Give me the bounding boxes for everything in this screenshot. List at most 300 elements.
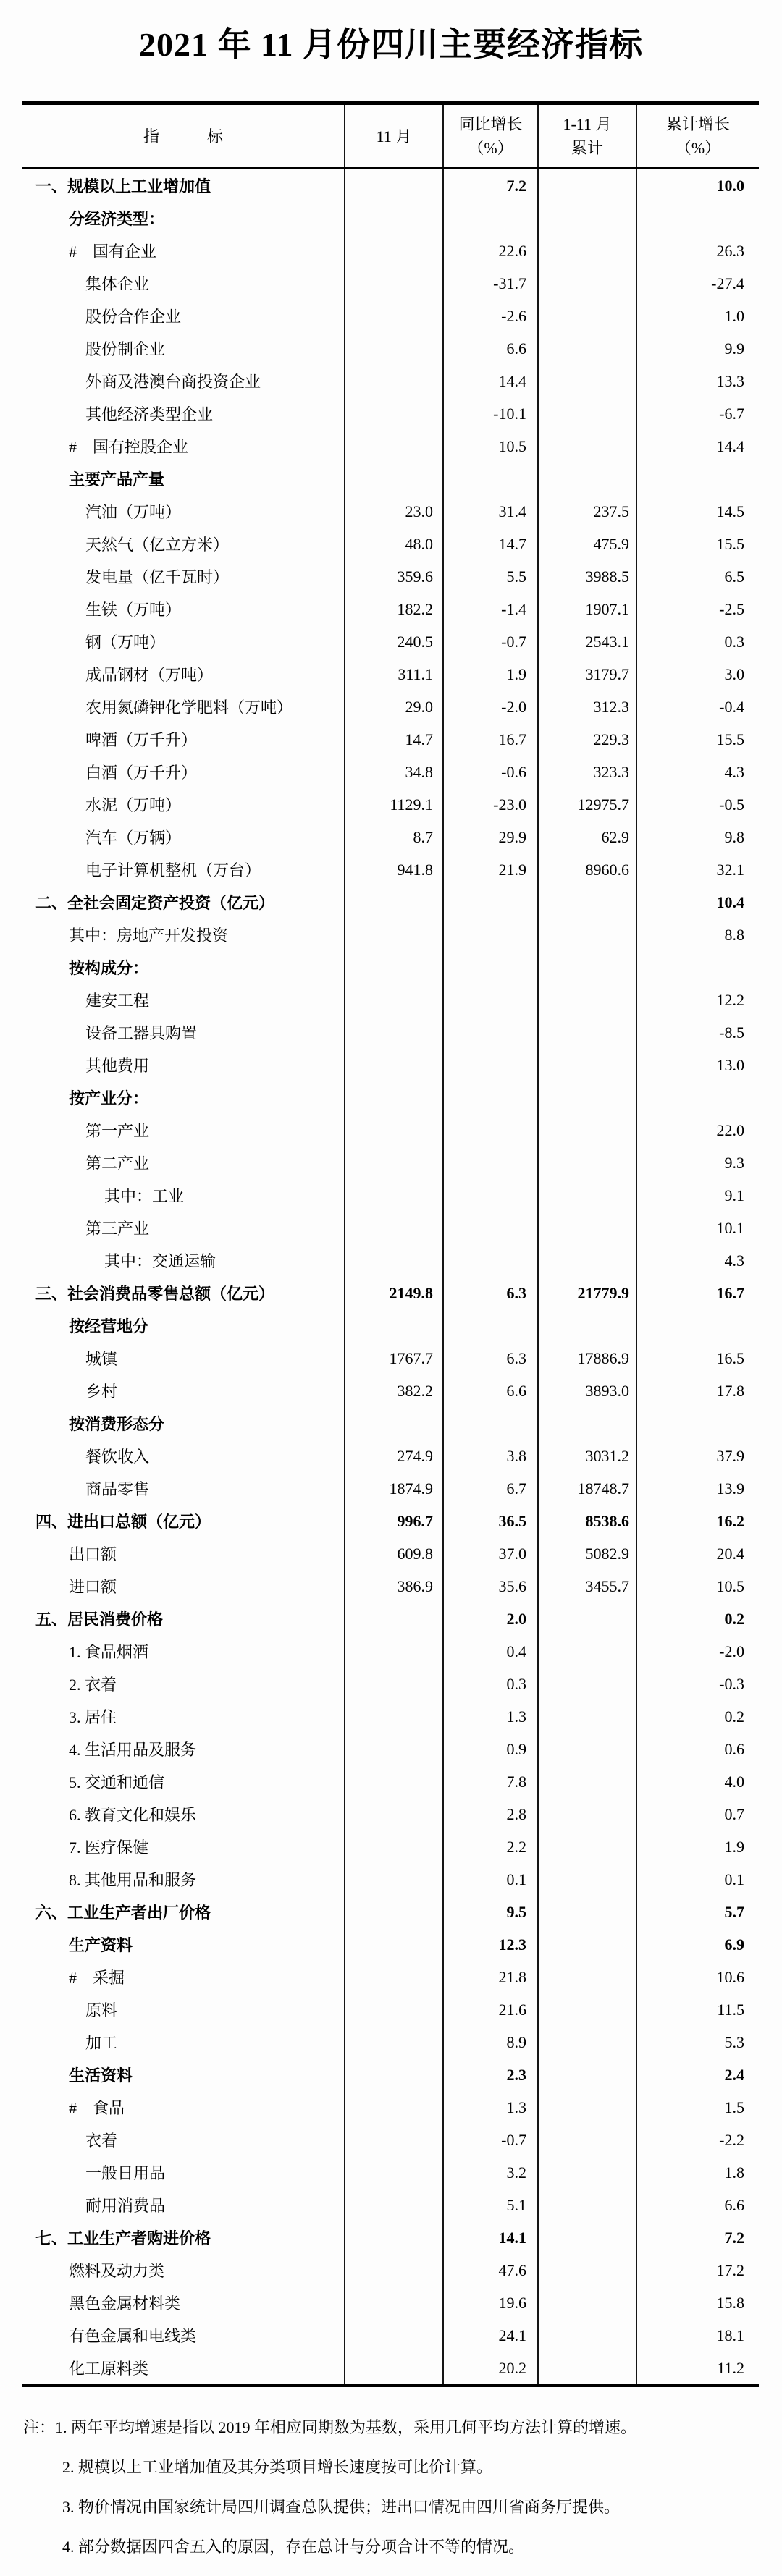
value-cell: 3.2 [443, 2156, 538, 2189]
value-cell [538, 1212, 636, 1244]
indicator-label: 乡村 [85, 1382, 118, 1401]
value-cell: 237.5 [538, 495, 636, 528]
value-cell: 26.3 [636, 235, 759, 267]
table-row [22, 951, 759, 984]
value-cell: 9.1 [636, 1179, 759, 1212]
value-cell [443, 1081, 538, 1114]
value-cell: 0.2 [636, 1602, 759, 1635]
table-row [22, 2091, 759, 2124]
column-header-november [345, 104, 443, 169]
value-cell: 382.2 [345, 1374, 443, 1407]
table-row [22, 1472, 759, 1505]
value-cell: 22.6 [443, 235, 538, 267]
indicator-label: 加工 [85, 2034, 118, 2052]
value-cell [538, 2286, 636, 2319]
value-cell [345, 332, 443, 365]
table-row [22, 1146, 759, 1179]
indicator-label: 7. 医疗保健 [69, 1838, 149, 1857]
value-cell: 4.0 [636, 1765, 759, 1798]
table-row [22, 1440, 759, 1472]
value-cell: 1.9 [443, 658, 538, 691]
table-row [22, 2026, 759, 2058]
indicator-label: 五、居民消费价格 [35, 1610, 164, 1629]
value-cell [345, 1961, 443, 1993]
value-cell: 6.6 [443, 1374, 538, 1407]
value-cell: 5.1 [443, 2189, 538, 2221]
value-cell: 1.3 [443, 1700, 538, 1733]
value-cell: -23.0 [443, 788, 538, 821]
indicator-label: 其他费用 [85, 1057, 150, 1075]
value-cell [443, 1309, 538, 1342]
footnote-line: 2. 规模以上工业增加值及其分类项目增长速度按可比价计算。 [62, 2458, 493, 2476]
value-cell: 13.9 [636, 1472, 759, 1505]
column-header-line: （%） [675, 139, 721, 157]
value-cell [538, 919, 636, 951]
table-row [22, 984, 759, 1016]
footnotes [23, 2407, 782, 2567]
value-cell [538, 1733, 636, 1765]
value-cell [443, 1049, 538, 1081]
value-cell [443, 1016, 538, 1049]
indicator-label: 进口额 [69, 1578, 117, 1596]
value-cell: 1129.1 [345, 788, 443, 821]
value-cell [345, 2058, 443, 2091]
value-cell: 9.8 [636, 821, 759, 853]
table-row [22, 2352, 759, 2386]
value-cell [345, 2091, 443, 2124]
indicator-label: 四、进出口总额（亿元） [35, 1513, 211, 1531]
table-row [22, 1179, 759, 1212]
value-cell: 3.0 [636, 658, 759, 691]
value-cell [345, 919, 443, 951]
indicator-label: 3. 居住 [69, 1708, 117, 1726]
value-cell: 19.6 [443, 2286, 538, 2319]
table-body [22, 169, 759, 2386]
indicator-label: # 国有控股企业 [69, 438, 189, 456]
value-cell: 5.3 [636, 2026, 759, 2058]
indicator-label: 第二产业 [85, 1154, 150, 1173]
value-cell: 47.6 [443, 2254, 538, 2286]
value-cell: 8.8 [636, 919, 759, 951]
value-cell: 229.3 [538, 723, 636, 756]
value-cell [443, 1212, 538, 1244]
value-cell [538, 2254, 636, 2286]
footnote-text: 1. 两年平均增速是指以 2019 年相应同期数为基数，采用几何平均方法计算的增速。 [55, 2418, 637, 2436]
value-cell: 9.3 [636, 1146, 759, 1179]
value-cell: 3.8 [443, 1440, 538, 1472]
value-cell: 6.3 [443, 1277, 538, 1309]
value-cell [538, 1602, 636, 1635]
table-row [22, 2124, 759, 2156]
value-cell: 240.5 [345, 625, 443, 658]
value-cell: 21.6 [443, 1993, 538, 2026]
table-row [22, 1993, 759, 2026]
value-cell [345, 1863, 443, 1896]
value-cell: -0.4 [636, 691, 759, 723]
value-cell [538, 1407, 636, 1440]
value-cell: 996.7 [345, 1505, 443, 1537]
value-cell [345, 1244, 443, 1277]
value-cell [538, 1700, 636, 1733]
value-cell: 13.0 [636, 1049, 759, 1081]
indicator-label: 商品零售 [85, 1480, 150, 1498]
indicator-label: 外商及港澳台商投资企业 [85, 373, 261, 391]
value-cell [443, 463, 538, 495]
table-row [22, 886, 759, 919]
indicator-label: 分经济类型： [69, 210, 165, 228]
value-cell [443, 202, 538, 235]
value-cell [443, 951, 538, 984]
indicator-label: 6. 教育文化和娱乐 [69, 1806, 197, 1824]
indicator-label: 天然气（亿立方米） [85, 536, 230, 554]
table-row [22, 300, 759, 332]
page-title: 2021 年 11 月份四川主要经济指标 [139, 26, 643, 63]
table-row [22, 821, 759, 853]
value-cell: 17.2 [636, 2254, 759, 2286]
value-cell: 7.2 [636, 2221, 759, 2254]
value-cell [538, 2352, 636, 2386]
indicator-label: 白酒（万千升） [85, 764, 198, 782]
value-cell: 8.7 [345, 821, 443, 853]
value-cell: 359.6 [345, 560, 443, 593]
value-cell: 9.9 [636, 332, 759, 365]
value-cell: 3988.5 [538, 560, 636, 593]
indicator-label: 出口额 [69, 1545, 117, 1563]
table-row [22, 1244, 759, 1277]
table-row [22, 1537, 759, 1570]
value-cell [345, 2286, 443, 2319]
column-header-cumulative [538, 104, 636, 169]
column-header-indicator [22, 104, 345, 169]
value-cell: 10.6 [636, 1961, 759, 1993]
value-cell [443, 1146, 538, 1179]
value-cell [345, 1146, 443, 1179]
indicator-label: 成品钢材（万吨） [85, 666, 214, 684]
value-cell [345, 1993, 443, 2026]
table-row [22, 1505, 759, 1537]
value-cell: 0.1 [636, 1863, 759, 1896]
indicator-label: 其中：房地产开发投资 [69, 926, 229, 945]
table-row [22, 365, 759, 397]
value-cell [345, 1765, 443, 1798]
value-cell: 12.3 [443, 1928, 538, 1961]
value-cell [443, 886, 538, 919]
value-cell: 4.3 [636, 756, 759, 788]
table-row [22, 1896, 759, 1928]
table-row [22, 495, 759, 528]
value-cell [443, 1114, 538, 1146]
value-cell: 14.1 [443, 2221, 538, 2254]
value-cell [538, 1244, 636, 1277]
value-cell: -0.6 [443, 756, 538, 788]
value-cell: 6.6 [443, 332, 538, 365]
indicator-label: 其他经济类型企业 [85, 405, 214, 423]
value-cell: 8960.6 [538, 853, 636, 886]
table-row [22, 625, 759, 658]
indicator-label: 七、工业生产者购进价格 [35, 2229, 211, 2247]
value-cell: 20.2 [443, 2352, 538, 2386]
value-cell [538, 202, 636, 235]
value-cell: 274.9 [345, 1440, 443, 1472]
indicator-label: 生活资料 [69, 2066, 133, 2085]
value-cell: 18748.7 [538, 1472, 636, 1505]
indicator-label: 第三产业 [85, 1220, 150, 1238]
value-cell [345, 169, 443, 203]
table-row [22, 756, 759, 788]
indicator-label: 主要产品产量 [69, 470, 165, 489]
value-cell [345, 1668, 443, 1700]
table-row [22, 853, 759, 886]
table-row [22, 1114, 759, 1146]
indicator-label: 三、社会消费品零售总额（亿元） [35, 1285, 275, 1303]
value-cell [345, 300, 443, 332]
value-cell: 10.5 [636, 1570, 759, 1602]
table-row [22, 1635, 759, 1668]
value-cell: 2.4 [636, 2058, 759, 2091]
value-cell: 12975.7 [538, 788, 636, 821]
value-cell: -0.7 [443, 2124, 538, 2156]
table-row [22, 2058, 759, 2091]
value-cell [345, 2352, 443, 2386]
table-row [22, 1277, 759, 1309]
table-row [22, 1309, 759, 1342]
value-cell: 16.2 [636, 1505, 759, 1537]
table-row [22, 2254, 759, 2286]
value-cell: 5.5 [443, 560, 538, 593]
value-cell [538, 1961, 636, 1993]
value-cell: 15.8 [636, 2286, 759, 2319]
value-cell [345, 1896, 443, 1928]
value-cell [538, 951, 636, 984]
value-cell: 13.3 [636, 365, 759, 397]
column-header-line: 1-11 月 [563, 115, 612, 133]
value-cell: 10.4 [636, 886, 759, 919]
value-cell: 2543.1 [538, 625, 636, 658]
table-row [22, 1961, 759, 1993]
value-cell: -2.0 [636, 1635, 759, 1668]
value-cell [538, 1081, 636, 1114]
value-cell [538, 1765, 636, 1798]
table-row [22, 1407, 759, 1440]
value-cell: 3031.2 [538, 1440, 636, 1472]
indicator-label: 一、规模以上工业增加值 [35, 177, 211, 195]
value-cell [345, 2319, 443, 2352]
indicator-label: 第一产业 [85, 1122, 150, 1140]
indicator-label: 化工原料类 [69, 2360, 149, 2378]
indicator-label: 设备工器具购置 [85, 1024, 198, 1042]
value-cell [538, 1635, 636, 1668]
indicator-label: 汽车（万辆） [85, 829, 182, 847]
value-cell: 17.8 [636, 1374, 759, 1407]
value-cell [538, 169, 636, 203]
value-cell: 3179.7 [538, 658, 636, 691]
value-cell [345, 1309, 443, 1342]
indicator-label: 2. 衣着 [69, 1676, 117, 1694]
table-row [22, 788, 759, 821]
value-cell [538, 1993, 636, 2026]
value-cell [345, 267, 443, 300]
value-cell [538, 1179, 636, 1212]
value-cell: 0.7 [636, 1798, 759, 1830]
table-row [22, 1081, 759, 1114]
value-cell [345, 1179, 443, 1212]
value-cell [538, 1114, 636, 1146]
table-row [22, 332, 759, 365]
indicator-label: 二、全社会固定资产投资（亿元） [35, 894, 275, 912]
value-cell: -1.4 [443, 593, 538, 625]
indicator-label: 生铁（万吨） [85, 601, 182, 619]
value-cell: -0.5 [636, 788, 759, 821]
table-row [22, 1212, 759, 1244]
value-cell [538, 2156, 636, 2189]
value-cell [636, 951, 759, 984]
indicator-label: 集体企业 [85, 275, 150, 293]
table-row [22, 2319, 759, 2352]
indicator-label: 8. 其他用品和服务 [69, 1871, 197, 1889]
value-cell: 37.9 [636, 1440, 759, 1472]
table-row [22, 1830, 759, 1863]
value-cell: 14.5 [636, 495, 759, 528]
table-row [22, 1049, 759, 1081]
value-cell: 15.5 [636, 723, 759, 756]
value-cell: -2.0 [443, 691, 538, 723]
value-cell: 14.7 [345, 723, 443, 756]
table-row [22, 1602, 759, 1635]
table-row [22, 691, 759, 723]
value-cell [345, 2189, 443, 2221]
value-cell: -10.1 [443, 397, 538, 430]
value-cell: -8.5 [636, 1016, 759, 1049]
indicator-label: 衣着 [85, 2132, 118, 2150]
value-cell [538, 365, 636, 397]
value-cell [538, 267, 636, 300]
table-row [22, 1765, 759, 1798]
indicator-label: 六、工业生产者出厂价格 [35, 1904, 211, 1922]
table-row [22, 2286, 759, 2319]
value-cell: 0.1 [443, 1863, 538, 1896]
value-cell: -2.2 [636, 2124, 759, 2156]
value-cell: 10.5 [443, 430, 538, 463]
value-cell: 8.9 [443, 2026, 538, 2058]
value-cell: 0.2 [636, 1700, 759, 1733]
value-cell [345, 1212, 443, 1244]
value-cell [345, 235, 443, 267]
value-cell [636, 1407, 759, 1440]
value-cell: 9.5 [443, 1896, 538, 1928]
value-cell: 37.0 [443, 1537, 538, 1570]
value-cell [538, 2058, 636, 2091]
value-cell: 7.2 [443, 169, 538, 203]
column-header-line: 指 标 [143, 127, 223, 145]
value-cell: 1.3 [443, 2091, 538, 2124]
value-cell [345, 984, 443, 1016]
table-row [22, 267, 759, 300]
table-row [22, 1863, 759, 1896]
column-header-cumulative-growth [636, 104, 759, 169]
value-cell [345, 1700, 443, 1733]
value-cell: 14.4 [636, 430, 759, 463]
value-cell: 2149.8 [345, 1277, 443, 1309]
value-cell: 6.5 [636, 560, 759, 593]
table-row [22, 397, 759, 430]
indicator-label: 股份合作企业 [85, 308, 182, 326]
value-cell [345, 1114, 443, 1146]
value-cell [345, 202, 443, 235]
indicator-label: 一般日用品 [85, 2164, 166, 2182]
value-cell [538, 1668, 636, 1700]
value-cell [538, 1309, 636, 1342]
value-cell [443, 984, 538, 1016]
indicator-label: # 食品 [69, 2099, 125, 2117]
value-cell [345, 886, 443, 919]
table-row [22, 1798, 759, 1830]
table-row [22, 1928, 759, 1961]
value-cell [538, 2189, 636, 2221]
footnote-prefix: 注： [23, 2418, 56, 2436]
value-cell [345, 1830, 443, 1863]
indicator-label: 钢（万吨） [85, 633, 166, 651]
value-cell: 24.1 [443, 2319, 538, 2352]
indicator-label: 耐用消费品 [85, 2197, 166, 2215]
value-cell: -2.5 [636, 593, 759, 625]
value-cell: 31.4 [443, 495, 538, 528]
value-cell: 3455.7 [538, 1570, 636, 1602]
value-cell: 36.5 [443, 1505, 538, 1537]
value-cell: 1.0 [636, 300, 759, 332]
value-cell: -6.7 [636, 397, 759, 430]
value-cell: 12.2 [636, 984, 759, 1016]
value-cell [538, 1798, 636, 1830]
value-cell: -27.4 [636, 267, 759, 300]
header-row [22, 104, 759, 169]
value-cell: 48.0 [345, 528, 443, 560]
indicator-label: # 采掘 [69, 1969, 125, 1987]
value-cell [538, 2124, 636, 2156]
value-cell [636, 202, 759, 235]
value-cell: 14.7 [443, 528, 538, 560]
value-cell [538, 2221, 636, 2254]
value-cell [538, 1896, 636, 1928]
table-row [22, 593, 759, 625]
value-cell [443, 1244, 538, 1277]
indicator-label: 水泥（万吨） [85, 796, 182, 814]
table-row [22, 2156, 759, 2189]
value-cell: 16.7 [636, 1277, 759, 1309]
value-cell [345, 1635, 443, 1668]
table-row [22, 658, 759, 691]
value-cell: 2.8 [443, 1798, 538, 1830]
value-cell: 21.9 [443, 853, 538, 886]
value-cell: 34.8 [345, 756, 443, 788]
value-cell: 11.5 [636, 1993, 759, 2026]
indicator-label: 发电量（亿千瓦时） [85, 568, 230, 586]
value-cell: 22.0 [636, 1114, 759, 1146]
value-cell: 6.9 [636, 1928, 759, 1961]
table-row [22, 2221, 759, 2254]
value-cell [345, 1602, 443, 1635]
value-cell [443, 1179, 538, 1212]
value-cell [345, 397, 443, 430]
value-cell: 6.6 [636, 2189, 759, 2221]
value-cell [636, 1081, 759, 1114]
value-cell: 10.0 [636, 169, 759, 203]
column-header-yoy-growth [443, 104, 538, 169]
value-cell: 2.3 [443, 2058, 538, 2091]
value-cell [538, 1928, 636, 1961]
value-cell [345, 2221, 443, 2254]
column-header-line: 累计增长 [665, 115, 730, 133]
value-cell: 17886.9 [538, 1342, 636, 1374]
